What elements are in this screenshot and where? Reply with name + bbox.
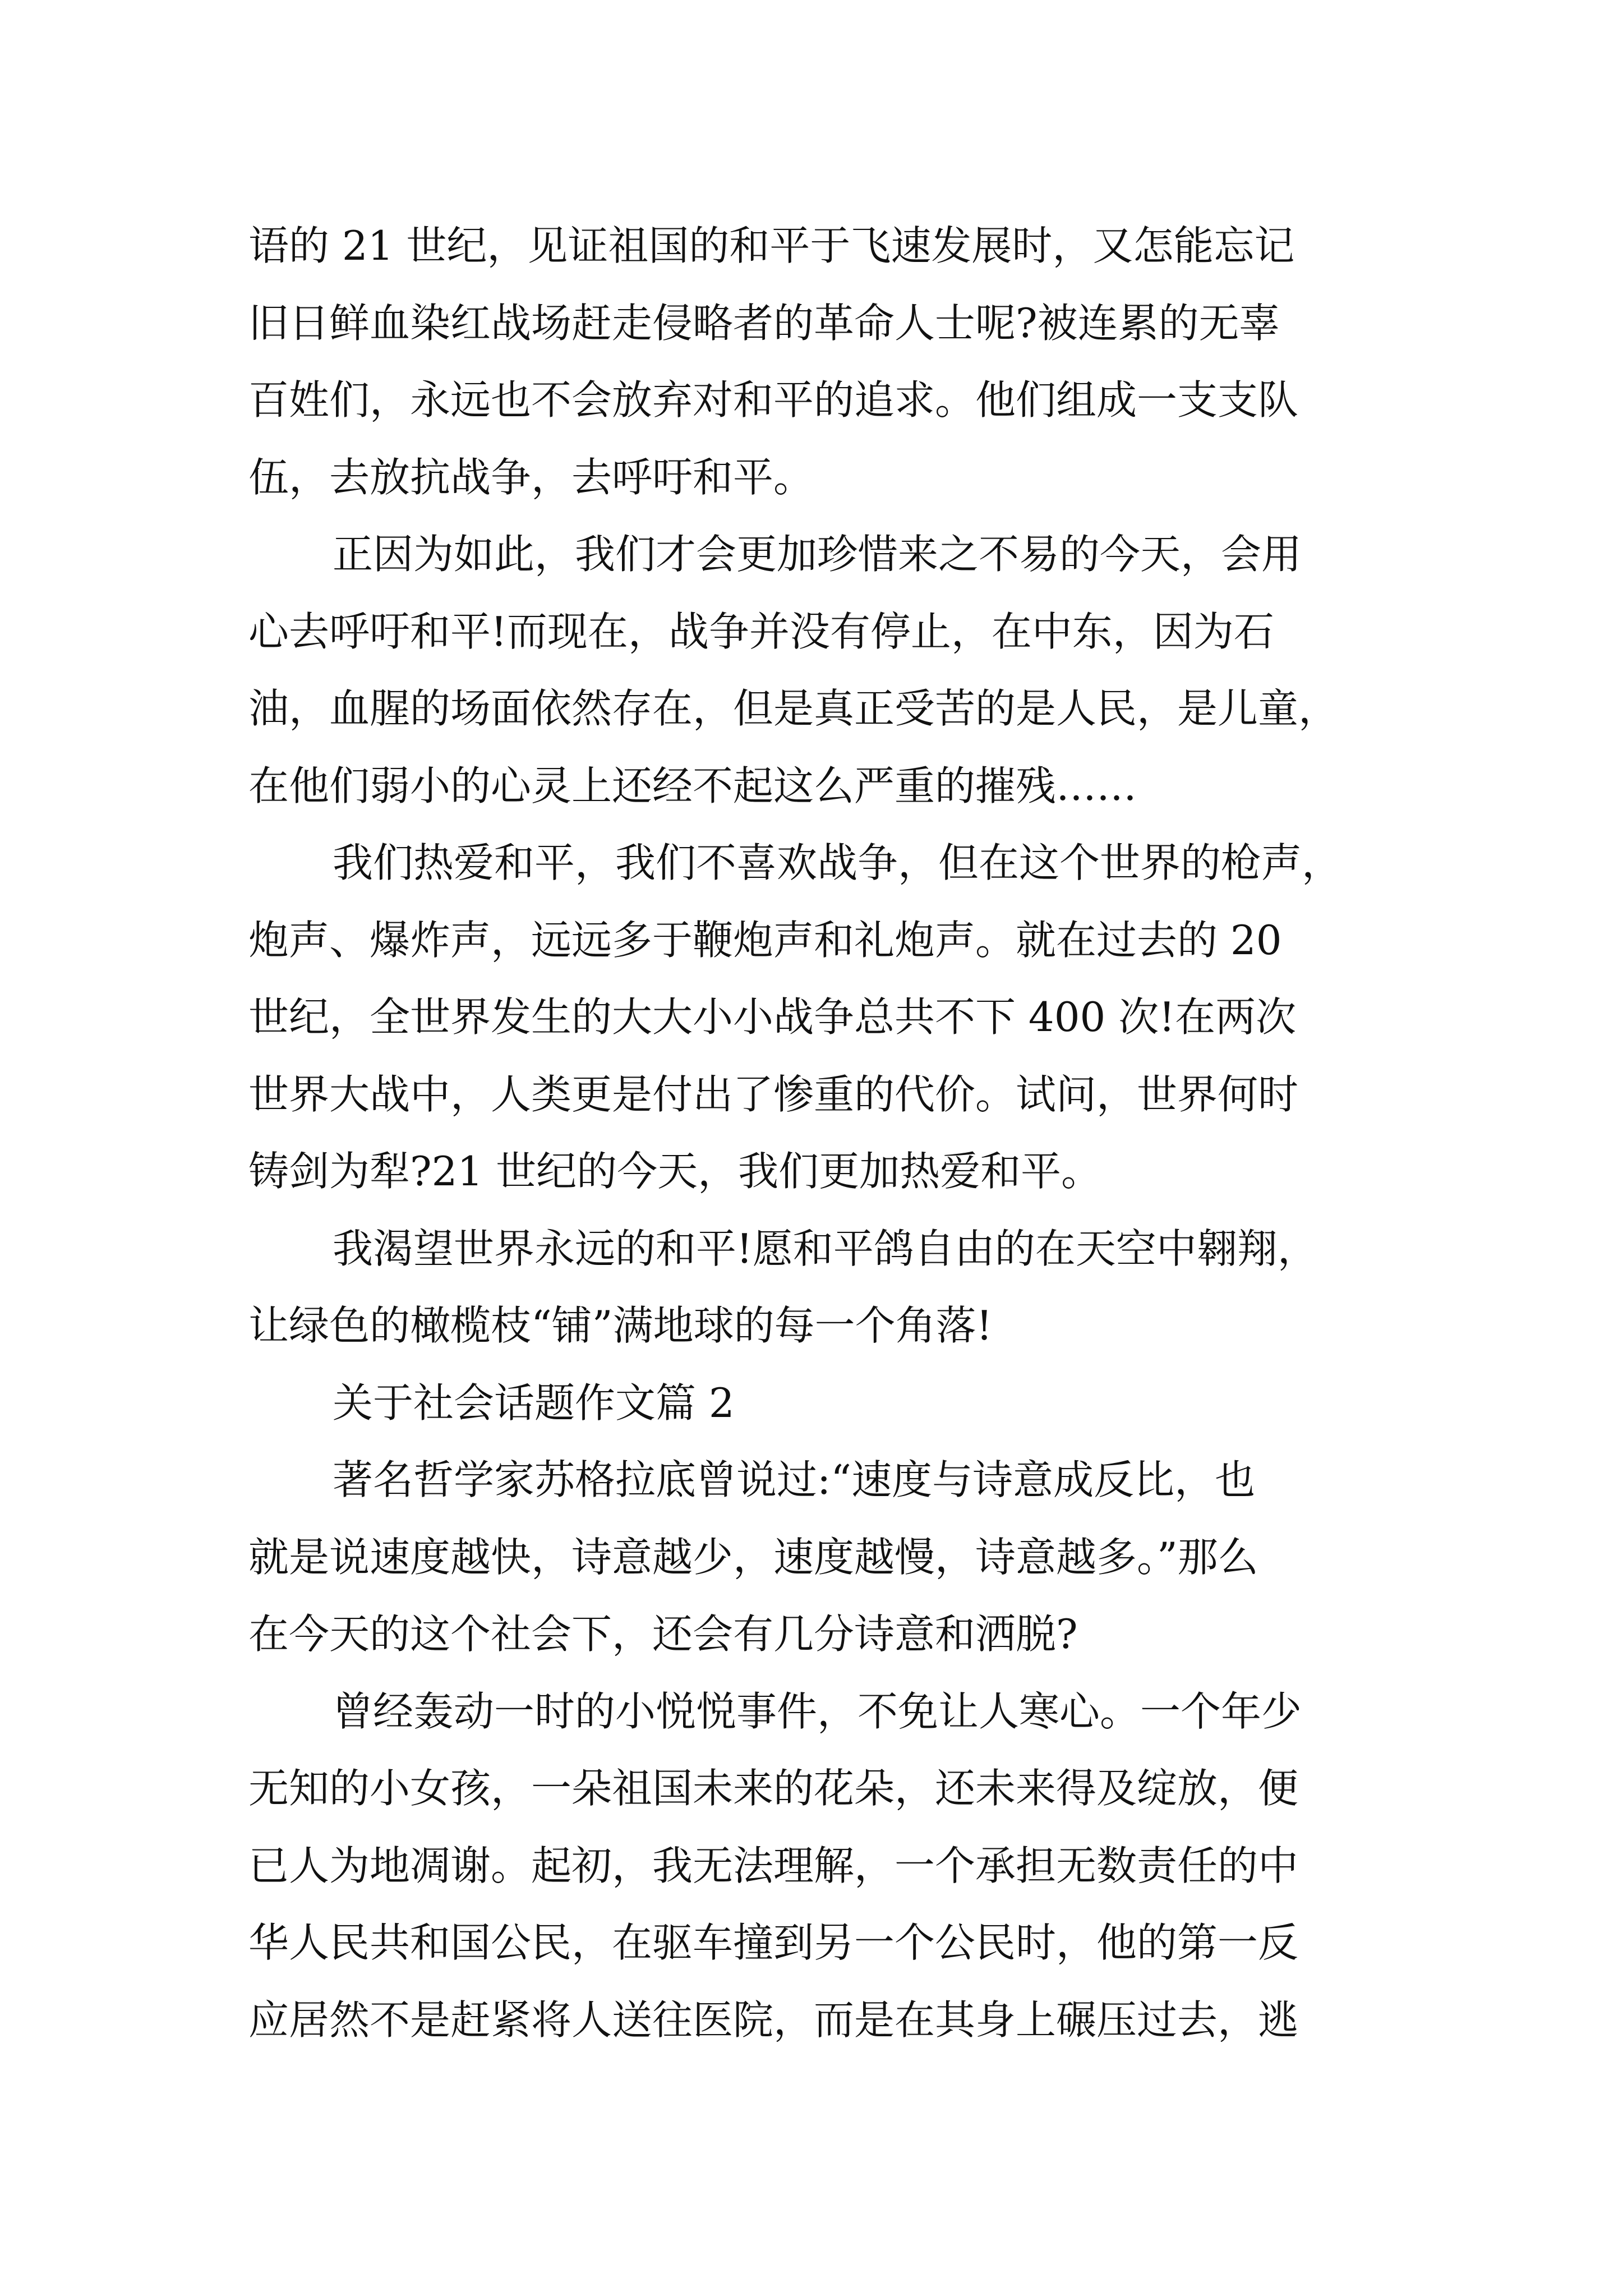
- text-line: 关于社会话题作文篇 2: [333, 1379, 735, 1427]
- text-line: 曾经轰动一时的小悦悦事件，不免让人寒心。一个年少: [333, 1687, 1302, 1735]
- text-line: 我渴望世界永远的和平!愿和平鸽自由的在天空中翱翔，: [333, 1225, 1318, 1272]
- text-line: 著名哲学家苏格拉底曾说过:“速度与诗意成反比，也: [333, 1456, 1256, 1503]
- text-line: 已人为地凋谢。起初，我无法理解，一个承担无数责任的中: [248, 1842, 1299, 1889]
- text-line: 无知的小女孩，一朵祖国未来的花朵，还未来得及绽放，便: [248, 1765, 1299, 1812]
- text-line: 在他们弱小的心灵上还经不起这么严重的摧残……: [248, 762, 1137, 809]
- text-line: 在今天的这个社会下，还会有几分诗意和洒脱?: [248, 1611, 1078, 1658]
- text-line: 让绿色的橄榄枝“铺”满地球的每一个角落!: [248, 1302, 993, 1349]
- text-line: 我们热爱和平，我们不喜欢战争，但在这个世界的枪声，: [333, 839, 1343, 886]
- text-line: 心去呼吁和平!而现在，战争并没有停止，在中东，因为石: [248, 608, 1274, 655]
- text-line: 百姓们，永远也不会放弃对和平的追求。他们组成一支支队: [248, 376, 1299, 424]
- text-line: 应居然不是赶紧将人送往医院，而是在其身上碾压过去，逃: [248, 1996, 1299, 2044]
- text-line: 就是说速度越快，诗意越少，速度越慢，诗意越多。”那么: [248, 1533, 1258, 1581]
- text-line: 伍，去放抗战争，去呼吁和平。: [248, 453, 814, 501]
- text-line: 油，血腥的场面依然存在，但是真正受苦的是人民，是儿童，: [248, 685, 1339, 732]
- text-line: 世纪，全世界发生的大大小小战争总共不下 400 次!在两次: [248, 993, 1297, 1041]
- text-line: 华人民共和国公民，在驱车撞到另一个公民时，他的第一反: [248, 1919, 1299, 1966]
- text-line: 世界大战中，人类更是付出了惨重的代价。试问，世界何时: [248, 1070, 1299, 1118]
- document-body: [248, 208, 1393, 2059]
- text-line: 正因为如此，我们才会更加珍惜来之不易的今天，会用: [333, 531, 1302, 578]
- text-line: 炮声、爆炸声，远远多于鞭炮声和礼炮声。就在过去的 20: [248, 916, 1282, 964]
- text-line: 铸剑为犁?21 世纪的今天，我们更加热爱和平。: [248, 1148, 1102, 1195]
- text-line: 旧日鲜血染红战场赶走侵略者的革命人士呢?被连累的无辜: [248, 299, 1280, 347]
- text-line: 语的 21 世纪，见证祖国的和平于飞速发展时，又怎能忘记: [248, 222, 1295, 269]
